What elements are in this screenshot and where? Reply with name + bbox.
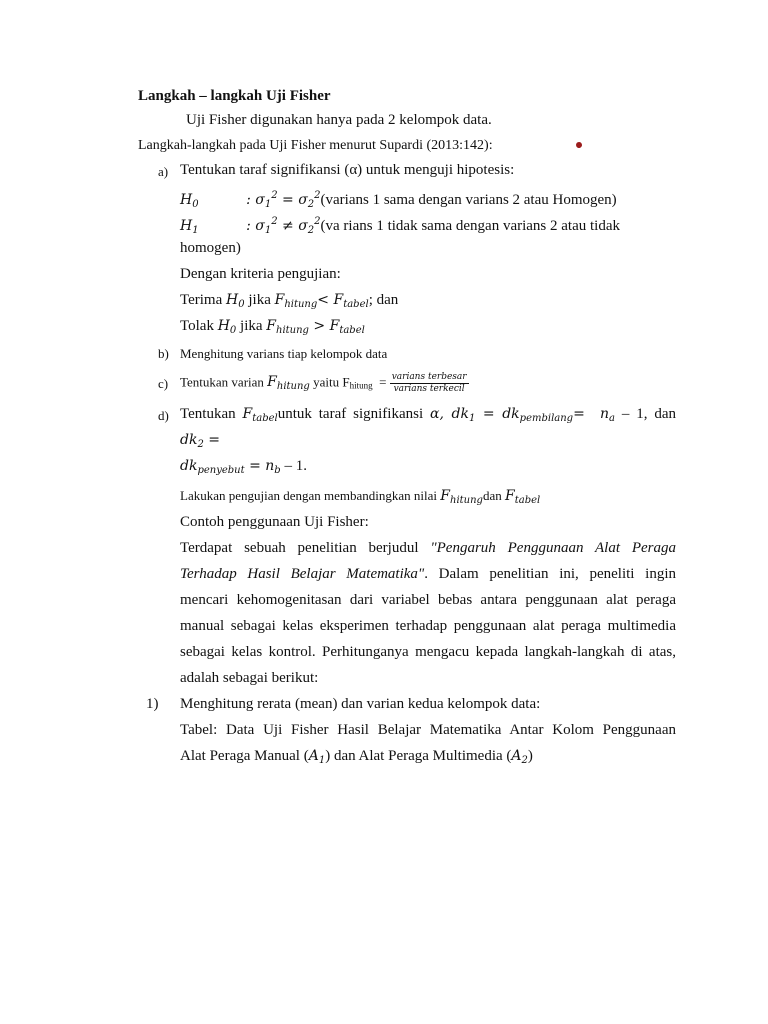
step-c-mid: yaitu F (313, 374, 350, 390)
step-c-mid-sub: hitung (349, 380, 373, 391)
h1-symbol: H (180, 218, 193, 234)
contoh-line4: manual sebagai kelas eksperimen terhadap penggunaan alat peraga multimedia (180, 618, 676, 634)
fraction-numerator: varians terbesar (391, 372, 467, 382)
h0-formula: : $\sigma_1^2 = \sigma_2^2$ (246, 190, 321, 210)
terima-line: Terima $H_0$ jika $F_{hitung}< F_{tabel}$; dan (180, 292, 399, 310)
terima-word: Terima (180, 292, 223, 308)
step-c-marker: c) (158, 376, 169, 391)
h1-description-cont: homogen) (180, 240, 241, 256)
step1-text: Menghitung rerata (mean) dan varian kedua kelompok data: (180, 696, 541, 712)
h1-description: (va rians 1 tidak sama dengan varians 2 atau tidak (320, 218, 620, 234)
lakukan-line: Lakukan pengujian dengan membandingkan nilai $F_{hitung}dan$ $F_{tabel}$ (180, 488, 541, 506)
contoh-line5: sebagai kelas kontrol. Perhitunganya mengacu kepada langkah-langkah di atas, (180, 644, 676, 660)
step-a-text: Tentukan taraf signifikansi (α) untuk menguji hipotesis: (180, 162, 515, 178)
step-d-line1: Tentukan $F_{tabel}untuk$ taraf signifikansi α, $dk_1 = dk_{pembilang}= n_a - 1$, dan (180, 406, 677, 424)
contoh-line1 (180, 538, 676, 558)
tabel-line2-b: ) dan Alat Peraga Multimedia ( (325, 748, 512, 764)
step-c-text: Tentukan varian (180, 374, 264, 390)
lakukan-text: Lakukan pengujian dengan membandingkan nilai (180, 488, 438, 503)
kriteria-text: Dengan kriteria pengujian: (180, 266, 341, 282)
contoh-p1-rest-b: . Dalam penelitian ini, peneliti ingin (424, 566, 677, 582)
tolak-line: Tolak $H_0$ jika $F_{hitung} > F_{tabel}$ (180, 318, 365, 336)
h1-subscript: 1 (192, 225, 199, 236)
contoh-line6: adalah sebagai berikut: (180, 670, 319, 686)
step1-marker: 1) (146, 696, 159, 712)
intro-text: Uji Fisher digunakan hanya pada 2 kelompok data. (186, 112, 492, 128)
step-d-text1: Tentukan (180, 406, 236, 422)
h1-formula: : $\sigma_1^2 \ne \sigma_2^2$ (246, 216, 321, 236)
terima-tail: ; dan (368, 292, 399, 308)
step-d-tail: – 1, dan (621, 406, 677, 422)
contoh-heading: Contoh penggunaan Uji Fisher: (180, 514, 369, 530)
red-mark-icon (575, 141, 583, 149)
step-b-marker: b) (158, 346, 169, 361)
step-c-line: Tentukan varian $F_{hitung}$ yaitu Fhitung = $\frac{\text{varians terbesar}}{\text{varians terkecil}}$ (180, 372, 467, 394)
h1-line (180, 212, 676, 241)
contoh-p1-italic-a: "Pengaruh Penggunaan Alat Peraga (430, 540, 676, 556)
step-d-line3-end: – 1. (284, 458, 307, 474)
jika-word-2: jika (240, 318, 263, 334)
step-d-line2: $dk_2$ = (180, 432, 221, 450)
contoh-p1-italic-b: Terhadap Hasil Belajar Matematika" (180, 566, 425, 582)
tabel-line2-c: ) (527, 748, 533, 764)
h0-subscript: 0 (192, 199, 199, 210)
h0-line (180, 186, 617, 215)
tabel-line2: Alat Peraga Manual $(A_1)$ dan Alat Peraga Multimedia $(A_2)$ (180, 748, 533, 766)
source-text: Langkah-langkah pada Uji Fisher menurut Supardi (2013:142): (138, 138, 493, 153)
step-d-marker: d) (158, 408, 169, 423)
tabel-line2-a: Alat Peraga Manual ( (180, 748, 309, 764)
tolak-word: Tolak (180, 318, 214, 334)
varians-fraction (390, 372, 469, 395)
step-d-text2: untuk taraf signifikansi (277, 406, 424, 422)
section-title: Langkah – langkah Uji Fisher (138, 88, 331, 104)
h0-description: (varians 1 sama dengan varians 2 atau Homogen) (320, 192, 617, 208)
tabel-line1: Tabel: Data Uji Fisher Hasil Belajar Matematika Antar Kolom Penggunaan (180, 722, 676, 738)
contoh-line3: mencari kehomogenitasan dari variabel bebas antara penggunaan alat peraga (180, 592, 676, 608)
contoh-line2 (180, 564, 676, 584)
fraction-denominator: varians terkecil (393, 384, 465, 394)
step-d-line3: $dk_{penyebut} = n_b - 1$. (180, 458, 307, 476)
h0-symbol: H (180, 192, 193, 208)
dan-word: dan (482, 488, 502, 503)
contoh-p1-start: Terdapat sebuah penelitian berjudul (180, 540, 419, 556)
step-b-text: Menghitung varians tiap kelompok data (180, 346, 388, 361)
step-a-marker: a) (158, 164, 169, 179)
jika-word: jika (248, 292, 271, 308)
